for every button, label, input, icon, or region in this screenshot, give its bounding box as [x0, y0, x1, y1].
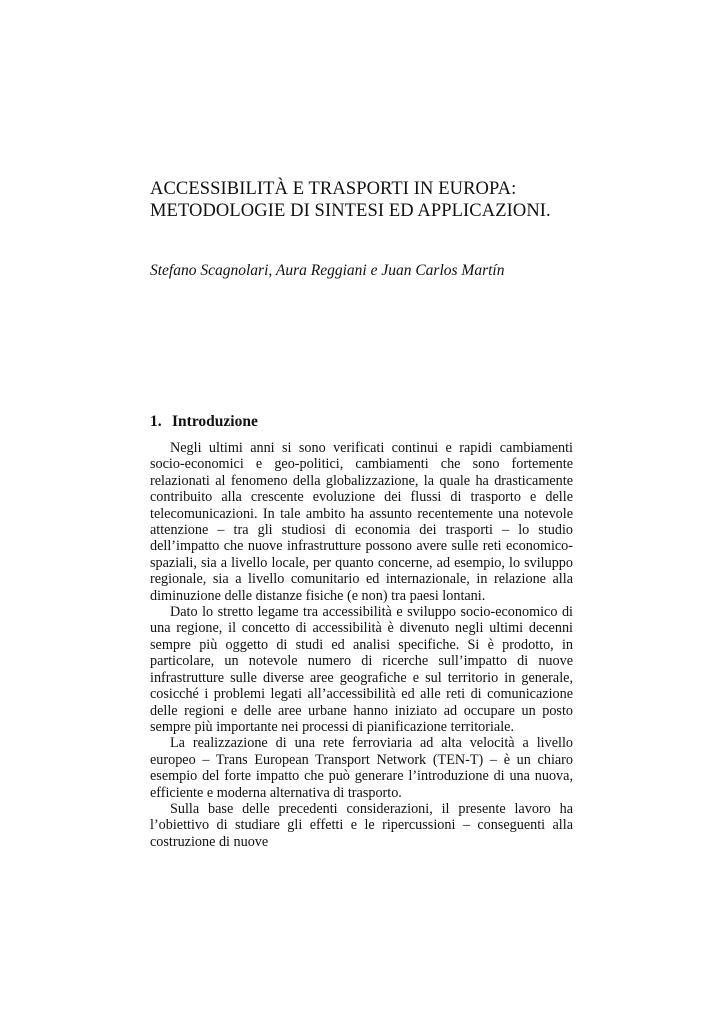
paragraph: La realizzazione di una rete ferroviaria ad alta velocità a livello europeo – Trans European Transport Network (TEN-T) – è un chiaro esempio del forte impatto che può generare l’introduzione di una nuova, efficiente e moderna alternativa di trasporto.: [150, 735, 573, 801]
paragraph: Dato lo stretto legame tra accessibilità e sviluppo socio-economico di una regione, il concetto di accessibilità è divenuto negli ultimi decenni sempre più oggetto di studi ed analisi specifiche. Si è prodotto, in particolare, un notevole numero di ricerche sull’impatto di nuove infrastrutture sulle diverse aree geografiche e sul territorio in generale, cosicché i problemi legati all’accessibilità ed alle reti di comunicazione delle regioni e delle aree urbane hanno iniziato ad occupare un posto sempre più importante nei processi di pianificazione territoriale.: [150, 604, 573, 735]
paper-title: [150, 178, 580, 222]
author-list: Stefano Scagnolari, Aura Reggiani e Juan Carlos Martín: [150, 262, 505, 279]
paragraph: Negli ultimi anni si sono verificati continui e rapidi cambiamenti socio-economici e geo-politici, cambiamenti che sono fortemente relazionati al fenomeno della globalizzazione, la quale ha drasticamente contribuito alla crescente evoluzione dei flussi di trasporto e delle telecomunicazioni. In tale ambito ha assunto recentemente una notevole attenzione – tra gli studiosi di economia dei trasporti – lo studio dell’impatto che nuove infrastrutture possono avere sulle reti economico-spaziali, sia a livello locale, per quanto concerne, ad esempio, lo sviluppo regionale, sia a livello comunitario ed internazionale, in relazione alla diminuzione delle distanze fisiche (e non) tra paesi lontani.: [150, 440, 573, 604]
section-heading: [150, 413, 258, 431]
section-number: 1.: [150, 413, 162, 430]
paper-title-line-2: METODOLOGIE DI SINTESI ED APPLICAZIONI.: [150, 201, 551, 221]
section-title: Introduzione: [172, 413, 258, 430]
paragraph: Sulla base delle precedenti considerazioni, il presente lavoro ha l’obiettivo di studiare gli effetti e le ripercussioni – conseguenti alla costruzione di nuove: [150, 800, 573, 850]
body-text: [150, 440, 573, 850]
paper-title-line-1: ACCESSIBILITÀ E TRASPORTI IN EUROPA:: [150, 179, 517, 199]
